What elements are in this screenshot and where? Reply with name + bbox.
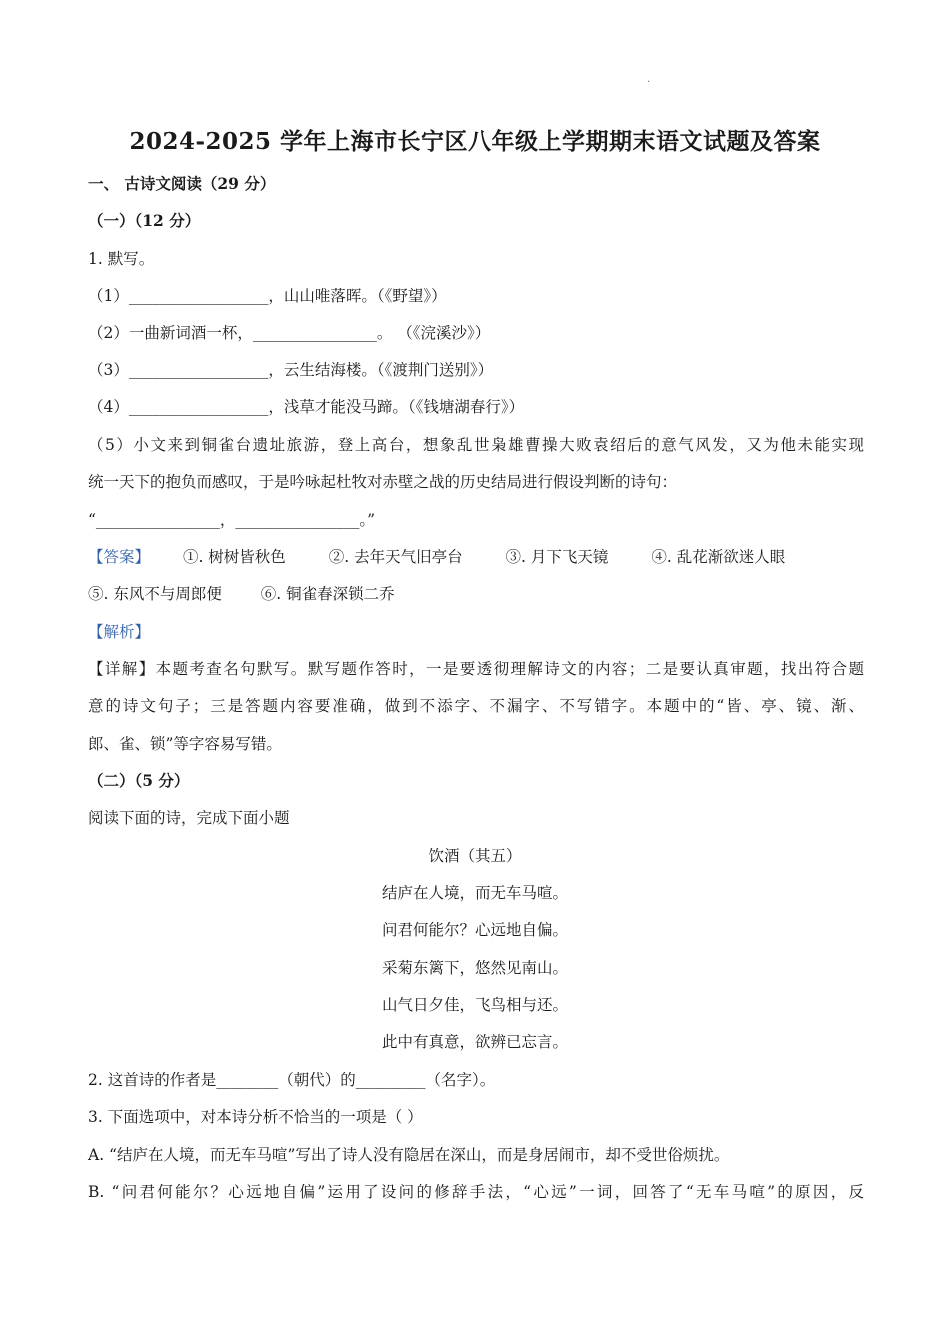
- detail-line-3: 郎、雀、锁”等字容易写错。: [88, 735, 282, 753]
- answer-item: ⑥. 铜雀春深锁二乔: [260, 585, 395, 603]
- dictation-item-5-line1: （5）小文来到铜雀台遗址旅游，登上高台，想象乱世枭雄曹操大败袁绍后的意气风发，又为他未能实现: [88, 436, 864, 454]
- poem-title: 饮酒（其五）: [428, 847, 522, 865]
- answer-item: ①. 树树皆秋色: [182, 548, 286, 566]
- poem-line: 问君何能尔？心远地自偏。: [381, 921, 568, 939]
- answer-tag: 【答案】: [88, 548, 151, 566]
- answer-row-1: [88, 547, 785, 567]
- answer-item: ④. 乱花渐欲迷人眼: [651, 548, 786, 566]
- poem-line: 此中有真意，欲辨已忘言。: [381, 1033, 568, 1051]
- answer-row-2: [88, 584, 395, 604]
- answer-item: ⑤. 东风不与周郎便: [88, 585, 222, 603]
- answer-item: ③. 月下飞天镜: [505, 548, 609, 566]
- part1-heading: （一）（12 分）: [88, 211, 201, 230]
- detail-line-1: 【详解】本题考查名句默写。默写题作答时，一是要透彻理解诗文的内容；二是要认真审题，找出符合题: [88, 660, 864, 678]
- detail-line-2: 意的诗文句子；三是答题内容要准确，做到不添字、不漏字、不写错字。本题中的“皆、亭、镜、渐、: [88, 697, 864, 715]
- dictation-item-3: （3）__________________，云生结海楼。（《渡荆门送别》）: [88, 361, 494, 379]
- section-heading: 一、 古诗文阅读（29 分）: [88, 174, 276, 193]
- analysis-tag: 【解析】: [88, 623, 151, 641]
- option-b: B. “问君何能尔？心远地自偏”运用了设问的修辞手法，“心远”一词，回答了“无车马喧”的原因，反: [88, 1183, 864, 1201]
- question-1-label: 1. 默写。: [88, 250, 155, 268]
- poem-line: 山气日夕佳，飞鸟相与还。: [381, 996, 568, 1014]
- option-a: A. “结庐在人境，而无车马喧”写出了诗人没有隐居在深山，而是身居闹市，却不受世俗烦扰。: [88, 1146, 730, 1164]
- question-3: 3. 下面选项中，对本诗分析不恰当的一项是（ ）: [88, 1108, 423, 1126]
- poem-line: 结庐在人境，而无车马喧。: [381, 884, 568, 902]
- dictation-item-1: （1）__________________，山山唯落晖。（《野望》）: [88, 287, 447, 305]
- question-2: 2. 这首诗的作者是________（朝代）的_________（名字）。: [88, 1071, 496, 1089]
- dictation-item-5-line2: 统一天下的抱负而感叹，于是吟咏起杜牧对赤壁之战的历史结局进行假设判断的诗句：: [88, 473, 678, 491]
- dictation-item-5-line3: “________________，________________。”: [88, 511, 376, 529]
- dictation-item-2: （2）一曲新词酒一杯，________________。 （《浣溪沙》）: [88, 324, 491, 342]
- part2-heading: （二）（5 分）: [88, 771, 190, 790]
- page-title: 2024-2025 学年上海市长宁区八年级上学期期末语文试题及答案: [129, 128, 821, 155]
- reading-instruction: 阅读下面的诗，完成下面小题: [88, 809, 290, 827]
- answer-item: ②. 去年天气旧亭台: [328, 548, 463, 566]
- dictation-item-4: （4）__________________，浅草才能没马蹄。（《钱塘湖春行》）: [88, 398, 525, 416]
- header-mark: .: [647, 74, 651, 85]
- poem-line: 采菊东篱下，悠然见南山。: [381, 959, 568, 977]
